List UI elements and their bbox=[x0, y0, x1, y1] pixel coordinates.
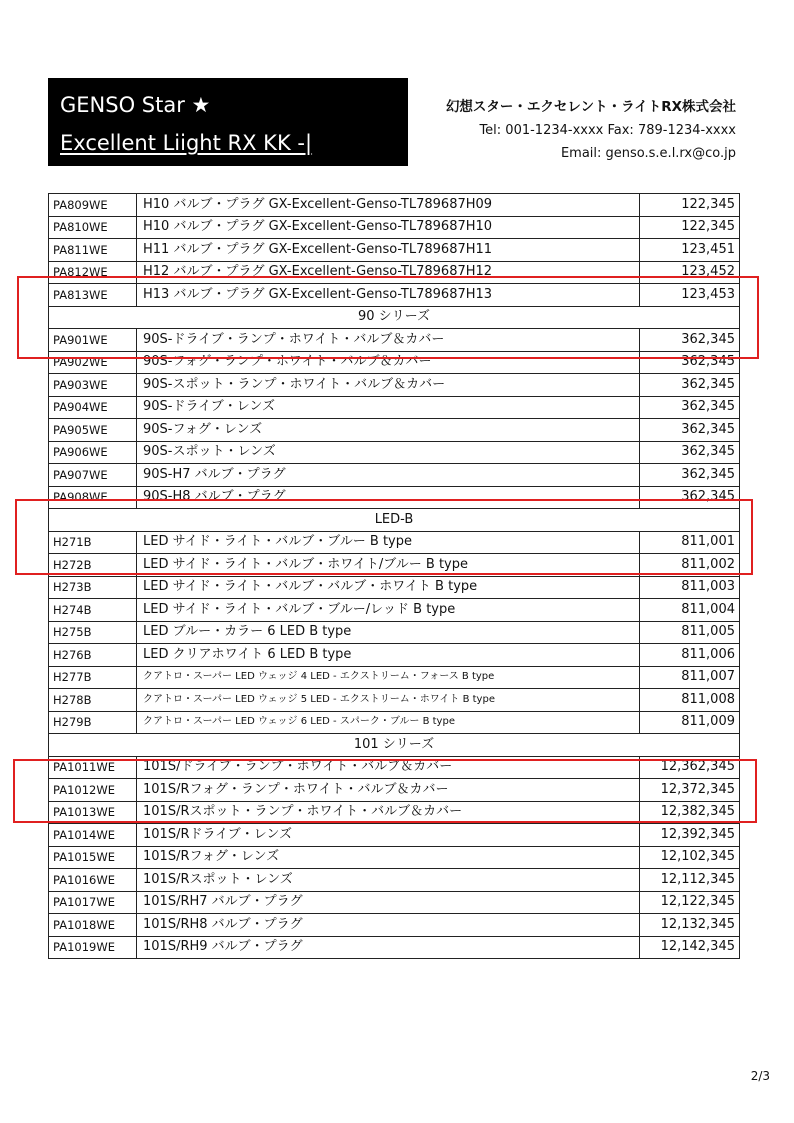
product-description: H13 バルブ・プラグ GX-Excellent-Genso-TL789687H13 bbox=[137, 284, 640, 307]
product-description: 90S-H8 バルブ・プラグ bbox=[137, 486, 640, 509]
product-price: 811,001 bbox=[640, 531, 740, 554]
product-code: H271B bbox=[49, 531, 137, 554]
logo-line1: GENSO Star ★ bbox=[60, 93, 211, 117]
product-description: クアトロ・スーパー LED ウェッジ 5 LED - エクストリーム・ホワイト B type bbox=[137, 689, 640, 712]
product-price: 811,004 bbox=[640, 599, 740, 622]
section-header-row bbox=[49, 509, 740, 532]
product-price: 123,453 bbox=[640, 284, 740, 307]
product-description: 101S/RH9 バルブ・プラグ bbox=[137, 936, 640, 959]
product-description: H10 バルブ・プラグ GX-Excellent-Genso-TL789687H10 bbox=[137, 216, 640, 239]
product-price: 362,345 bbox=[640, 351, 740, 374]
product-description: LED サイド・ライト・バルブ・ブルー B type bbox=[137, 531, 640, 554]
product-price: 362,345 bbox=[640, 329, 740, 352]
table-row bbox=[49, 194, 740, 217]
table-row bbox=[49, 464, 740, 487]
product-description: 101S/Rフォグ・ランプ・ホワイト・バルブ＆カバー bbox=[137, 779, 640, 802]
product-description: 90S-ドライブ・レンズ bbox=[137, 396, 640, 419]
table-row bbox=[49, 756, 740, 779]
product-price: 12,122,345 bbox=[640, 891, 740, 914]
table-row bbox=[49, 486, 740, 509]
product-description: H11 バルブ・プラグ GX-Excellent-Genso-TL789687H11 bbox=[137, 239, 640, 262]
product-description: 101S/Rドライブ・レンズ bbox=[137, 824, 640, 847]
product-code: PA905WE bbox=[49, 419, 137, 442]
table-row bbox=[49, 396, 740, 419]
company-logo bbox=[48, 78, 408, 166]
logo-line2: Excellent Liight RX KK -| bbox=[60, 131, 313, 155]
price-table bbox=[48, 193, 740, 959]
product-price: 123,451 bbox=[640, 239, 740, 262]
product-code: PA810WE bbox=[49, 216, 137, 239]
product-code: PA1016WE bbox=[49, 869, 137, 892]
table-row bbox=[49, 419, 740, 442]
company-email: Email: genso.s.e.l.rx@co.jp bbox=[560, 146, 736, 161]
product-description: LED サイド・ライト・バルブ・バルブ・ホワイト B type bbox=[137, 576, 640, 599]
product-code: PA906WE bbox=[49, 441, 137, 464]
product-code: PA908WE bbox=[49, 486, 137, 509]
product-description: 101S/RH8 バルブ・プラグ bbox=[137, 914, 640, 937]
table-row bbox=[49, 441, 740, 464]
product-code: H274B bbox=[49, 599, 137, 622]
product-description: LED クリアホワイト 6 LED B type bbox=[137, 644, 640, 667]
product-code: H278B bbox=[49, 689, 137, 712]
product-price: 811,006 bbox=[640, 644, 740, 667]
table-row bbox=[49, 351, 740, 374]
table-row bbox=[49, 801, 740, 824]
product-price: 12,132,345 bbox=[640, 914, 740, 937]
table-row bbox=[49, 824, 740, 847]
table-row bbox=[49, 779, 740, 802]
product-description: 90S-フォグ・レンズ bbox=[137, 419, 640, 442]
product-code: H277B bbox=[49, 666, 137, 689]
table-row bbox=[49, 374, 740, 397]
product-description: 101S/ドライブ・ランプ・ホワイト・バルブ＆カバー bbox=[137, 756, 640, 779]
product-code: PA1013WE bbox=[49, 801, 137, 824]
page-number: 2/3 bbox=[750, 1069, 770, 1083]
table-row bbox=[49, 554, 740, 577]
product-code: PA811WE bbox=[49, 239, 137, 262]
table-row bbox=[49, 531, 740, 554]
table-row bbox=[49, 216, 740, 239]
product-description: クアトロ・スーパー LED ウェッジ 6 LED - スパーク・ブルー B type bbox=[137, 711, 640, 734]
table-row bbox=[49, 846, 740, 869]
product-description: LED ブルー・カラー 6 LED B type bbox=[137, 621, 640, 644]
product-price: 362,345 bbox=[640, 374, 740, 397]
product-code: PA903WE bbox=[49, 374, 137, 397]
product-code: PA1018WE bbox=[49, 914, 137, 937]
product-description: LED サイド・ライト・バルブ・ホワイト/ブルー B type bbox=[137, 554, 640, 577]
product-price: 362,345 bbox=[640, 396, 740, 419]
table-row bbox=[49, 284, 740, 307]
table-row bbox=[49, 261, 740, 284]
product-description: 101S/Rスポット・レンズ bbox=[137, 869, 640, 892]
product-code: PA812WE bbox=[49, 261, 137, 284]
product-code: PA1019WE bbox=[49, 936, 137, 959]
table-row bbox=[49, 644, 740, 667]
section-header-row bbox=[49, 734, 740, 757]
table-row bbox=[49, 689, 740, 712]
product-price: 12,102,345 bbox=[640, 846, 740, 869]
product-price: 811,002 bbox=[640, 554, 740, 577]
product-description: 101S/Rスポット・ランプ・ホワイト・バルブ＆カバー bbox=[137, 801, 640, 824]
product-code: H276B bbox=[49, 644, 137, 667]
product-code: PA1014WE bbox=[49, 824, 137, 847]
product-price: 811,009 bbox=[640, 711, 740, 734]
table-row bbox=[49, 329, 740, 352]
section-label: LED-B bbox=[49, 509, 740, 532]
company-tel-fax: Tel: 001-1234-xxxx Fax: 789-1234-xxxx bbox=[479, 123, 736, 138]
product-price: 12,382,345 bbox=[640, 801, 740, 824]
product-description: 90S-スポット・ランプ・ホワイト・バルブ＆カバー bbox=[137, 374, 640, 397]
product-price: 362,345 bbox=[640, 441, 740, 464]
product-price: 12,142,345 bbox=[640, 936, 740, 959]
product-description: 90S-H7 バルブ・プラグ bbox=[137, 464, 640, 487]
table-row bbox=[49, 936, 740, 959]
table-row bbox=[49, 891, 740, 914]
product-description: H12 バルブ・プラグ GX-Excellent-Genso-TL789687H12 bbox=[137, 261, 640, 284]
product-description: H10 バルブ・プラグ GX-Excellent-Genso-TL789687H09 bbox=[137, 194, 640, 217]
product-price: 123,452 bbox=[640, 261, 740, 284]
product-code: PA813WE bbox=[49, 284, 137, 307]
product-code: PA809WE bbox=[49, 194, 137, 217]
product-description: クアトロ・スーパー LED ウェッジ 4 LED - エクストリーム・フォース B type bbox=[137, 666, 640, 689]
product-code: H279B bbox=[49, 711, 137, 734]
product-description: 90S-ドライブ・ランプ・ホワイト・バルブ＆カバー bbox=[137, 329, 640, 352]
product-price: 811,003 bbox=[640, 576, 740, 599]
section-label: 90 シリーズ bbox=[49, 306, 740, 329]
table-row bbox=[49, 869, 740, 892]
product-price: 12,112,345 bbox=[640, 869, 740, 892]
product-description: 101S/Rフォグ・レンズ bbox=[137, 846, 640, 869]
product-price: 122,345 bbox=[640, 194, 740, 217]
table-row bbox=[49, 666, 740, 689]
product-code: PA1011WE bbox=[49, 756, 137, 779]
section-label: 101 シリーズ bbox=[49, 734, 740, 757]
product-price: 811,005 bbox=[640, 621, 740, 644]
product-code: H272B bbox=[49, 554, 137, 577]
product-price: 811,007 bbox=[640, 666, 740, 689]
product-code: PA1012WE bbox=[49, 779, 137, 802]
product-price: 12,372,345 bbox=[640, 779, 740, 802]
product-price: 122,345 bbox=[640, 216, 740, 239]
table-row bbox=[49, 599, 740, 622]
company-name: 幻想スター・エクセレント・ライトRX株式会社 bbox=[445, 99, 736, 115]
table-row bbox=[49, 239, 740, 262]
product-price: 12,362,345 bbox=[640, 756, 740, 779]
product-price: 362,345 bbox=[640, 419, 740, 442]
table-row bbox=[49, 914, 740, 937]
product-code: H275B bbox=[49, 621, 137, 644]
product-code: PA907WE bbox=[49, 464, 137, 487]
product-code: PA1017WE bbox=[49, 891, 137, 914]
product-price: 362,345 bbox=[640, 464, 740, 487]
product-description: LED サイド・ライト・バルブ・ブルー/レッド B type bbox=[137, 599, 640, 622]
product-code: H273B bbox=[49, 576, 137, 599]
product-description: 101S/RH7 バルブ・プラグ bbox=[137, 891, 640, 914]
table-row bbox=[49, 711, 740, 734]
company-info bbox=[446, 96, 736, 165]
product-code: PA904WE bbox=[49, 396, 137, 419]
product-description: 90S-フォグ・ランプ・ホワイト・バルブ＆カバー bbox=[137, 351, 640, 374]
product-code: PA1015WE bbox=[49, 846, 137, 869]
section-header-row bbox=[49, 306, 740, 329]
product-code: PA901WE bbox=[49, 329, 137, 352]
product-description: 90S-スポット・レンズ bbox=[137, 441, 640, 464]
product-price: 12,392,345 bbox=[640, 824, 740, 847]
table-row bbox=[49, 621, 740, 644]
product-price: 362,345 bbox=[640, 486, 740, 509]
product-price: 811,008 bbox=[640, 689, 740, 712]
product-code: PA902WE bbox=[49, 351, 137, 374]
table-row bbox=[49, 576, 740, 599]
